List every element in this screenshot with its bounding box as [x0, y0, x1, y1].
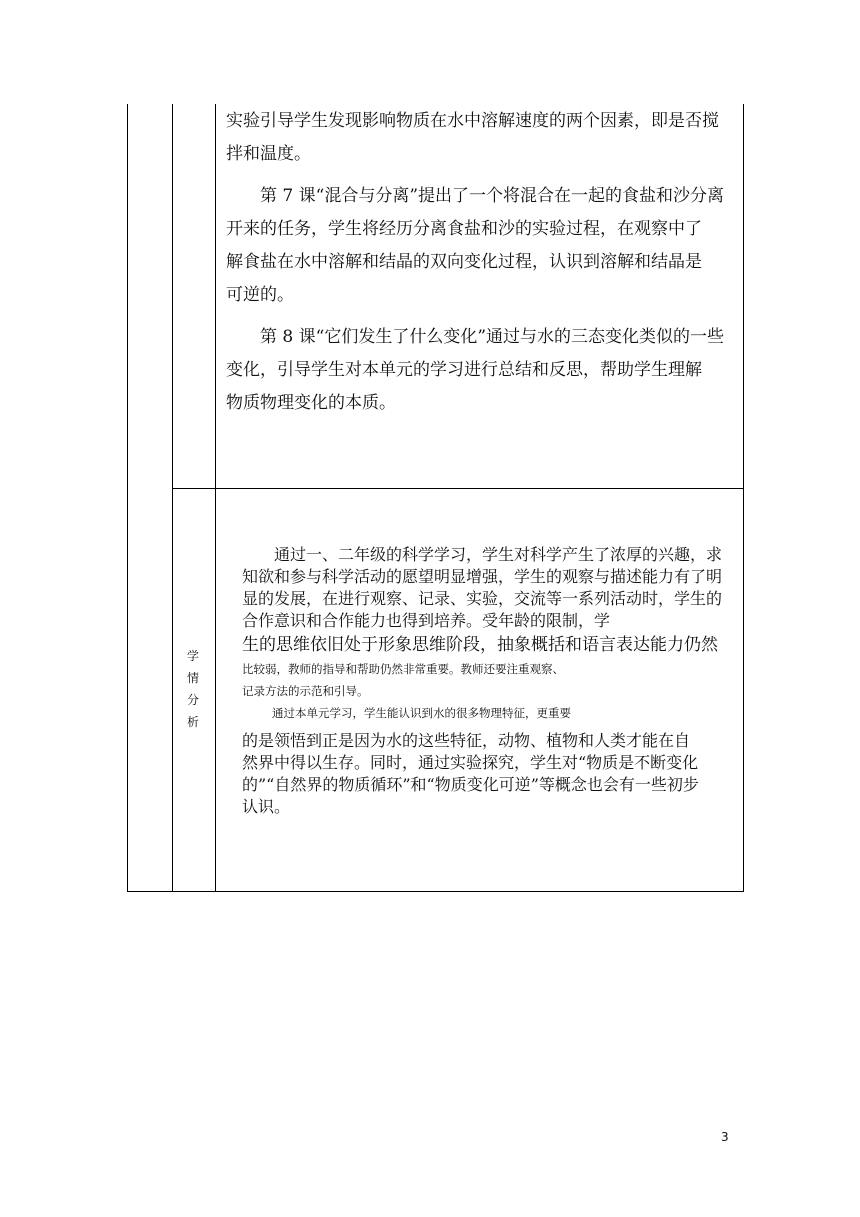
text-line: 开来的任务，学生将经历分离食盐和沙的实验过程，在观察中了 [226, 219, 702, 239]
paragraph-analysis-1 [242, 544, 742, 632]
table-divider-1 [172, 104, 173, 892]
text-line: 实验引导学生发现影响物质在水中溶解速度的两个因素，即是否搅 [226, 111, 719, 131]
text-line: 记录方法的示范和引导。 [242, 684, 369, 698]
content-cell-bottom [242, 544, 742, 818]
text-line: 生的思维依旧处于形象思维阶段，抽象概括和语言表达能力仍然 [242, 635, 718, 655]
text-line: 拌和温度。 [226, 144, 311, 164]
text-line: 通过一、二年级的科学学习，学生对科学产生了浓厚的兴趣，求 [274, 545, 723, 564]
row-separator [172, 488, 744, 489]
text-line: 第 7 课“混合与分离”提出了一个将混合在一起的食盐和沙分离 [260, 186, 725, 206]
student-analysis-label [174, 645, 212, 733]
label-char: 情 [186, 671, 199, 685]
text-line: 合作意识和合作能力也得到培养。受年龄的限制，学 [242, 611, 611, 630]
label-char: 析 [186, 715, 199, 729]
table-divider-2 [215, 104, 216, 892]
paragraph-analysis-small [242, 658, 742, 724]
text-line: 可逆的。 [226, 285, 294, 305]
text-line: 的”“自然界的物质循环”和“物质变化可逆”等概念也会有一些初步 [242, 775, 699, 794]
paragraph-lesson-7 [226, 180, 736, 312]
text-line: 显的发展，在进行观察、记录、实验，交流等一系列活动时，学生的 [242, 589, 723, 608]
page-number: 3 [721, 1130, 729, 1144]
text-line: 第 8 课“它们发生了什么变化”通过与水的三态变化类似的一些 [260, 327, 725, 347]
paragraph-analysis-3 [242, 730, 742, 818]
text-line: 然界中得以生存。同时，通过实验探究，学生对“物质是不断变化 [242, 753, 699, 772]
text-line: 的是领悟到正是因为水的这些特征，动物、植物和人类才能在自 [242, 731, 691, 750]
text-line: 变化，引导学生对本单元的学习进行总结和反思，帮助学生理解 [226, 360, 702, 380]
table-border-left [127, 104, 128, 892]
text-line: 知欲和参与科学活动的愿望明显增强，学生的观察与描述能力有了明 [242, 567, 723, 586]
paragraph-analysis-2 [242, 633, 742, 657]
text-line: 通过本单元学习，学生能认识到水的很多物理特征，更重要 [272, 706, 571, 720]
text-line: 认识。 [242, 797, 291, 816]
label-char: 分 [186, 693, 199, 707]
text-line: 比较弱，教师的指导和帮助仍然非常重要。教师还要注重观察、 [242, 662, 564, 676]
text-line: 解食盐在水中溶解和结晶的双向变化过程，认识到溶解和结晶是 [226, 252, 702, 272]
label-char: 学 [186, 649, 199, 663]
text-line: 物质物理变化的本质。 [226, 393, 396, 413]
table-border-bottom [127, 891, 744, 892]
table-border-right [743, 104, 744, 892]
paragraph-lesson-8 [226, 321, 736, 420]
content-cell-top [226, 105, 736, 420]
paragraph-lesson-intro [226, 105, 736, 171]
